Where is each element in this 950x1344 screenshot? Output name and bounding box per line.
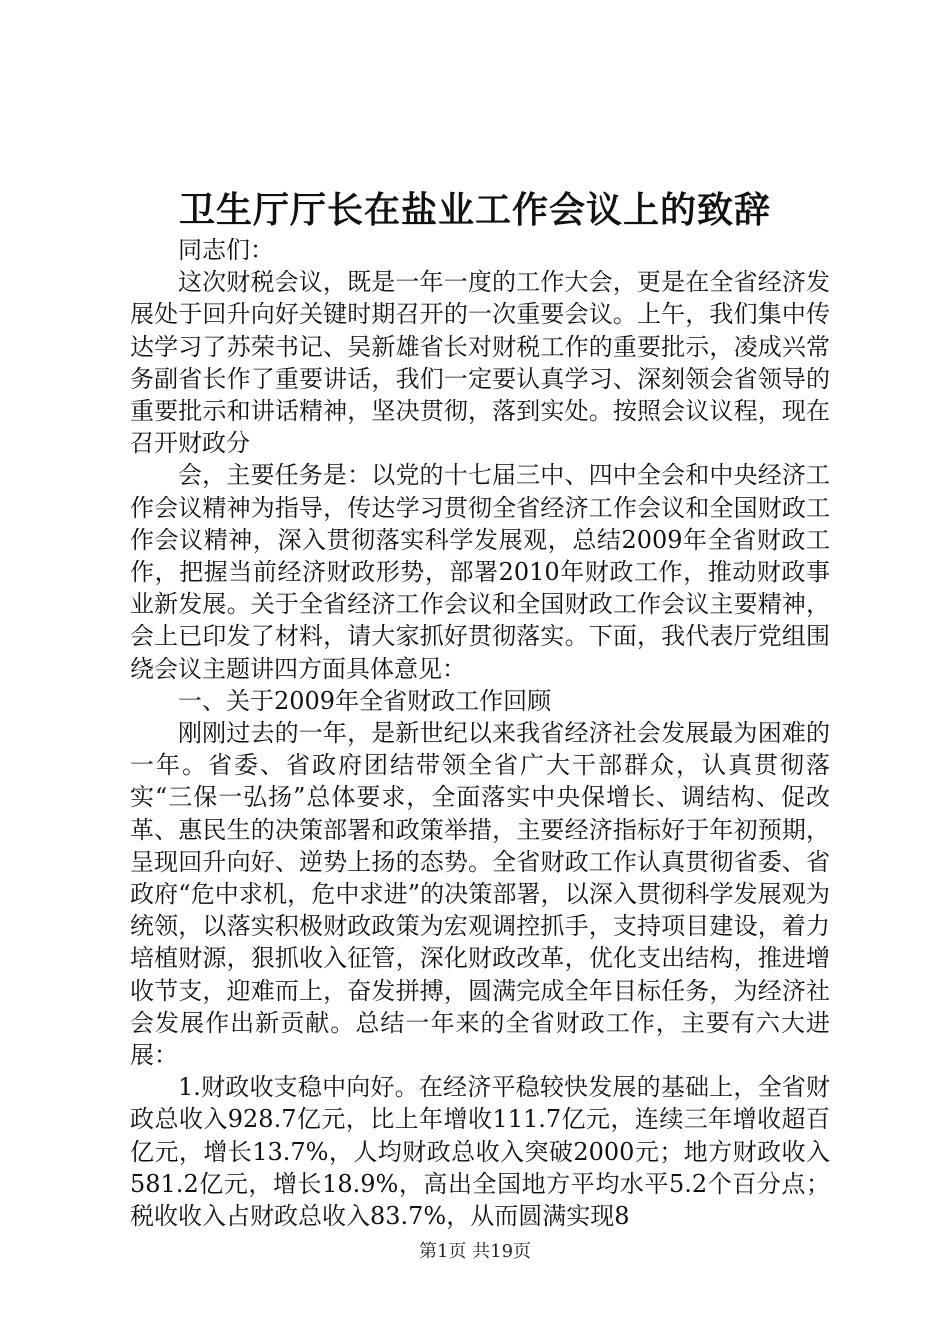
body-paragraph: 刚刚过去的一年，是新世纪以来我省经济社会发展最为困难的一年。省委、省政府团结带领全省广大干部群众，认真贯彻落实“三保一弘扬”总体要求，全面落实中央保增长、调结构、促改革、惠民生的决策部署和政策举措，主要经济指标好于年初预期，呈现回升向好、逆势上扬的态势。全省财政工作认真贯彻省委、省政府“危中求机，危中求进”的决策部署，以深入贯彻科学发展观为统领，以落实积极财政政策为宏观调控抓手，支持项目建设，着力培植财源，狠抓收入征管，深化财政改革，优化支出结构，推进增收节支，迎难而上，奋发拼搏，圆满完成全年目标任务，为经济社会发展作出新贡献。总结一年来的全省财政工作，主要有六大进展：	[130, 719, 830, 1070]
document-title: 卫生厅厅长在盐业工作会议上的致辞	[178, 189, 771, 231]
document-body	[130, 234, 830, 1232]
section-heading: 一、关于2009年全省财政工作回顾	[178, 686, 552, 715]
body-paragraph: 这次财税会议，既是一年一度的工作大会，更是在全省经济发展处于回升向好关键时期召开的一次重要会议。上午，我们集中传达学习了苏荣书记、吴新雄省长对财税工作的重要批示，凌成兴常务副省长作了重要讲话，我们一定要认真学习、深刻领会省领导的重要批示和讲话精神，坚决贯彻，落到实处。按照会议议程，现在召开财政分	[130, 268, 830, 458]
body-paragraph: 会，主要任务是：以党的十七届三中、四中全会和中央经济工作会议精神为指导，传达学习贯彻全省经济工作会议和全国财政工作会议精神，深入贯彻落实科学发展观，总结2009年全省财政工作，把握当前经济财政形势，部署2010年财政工作，推动财政事业新发展。关于全省经济工作会议和全国财政工作会议主要精神，会上已印发了材料，请大家抓好贯彻落实。下面，我代表厅党组围绕会议主题讲四方面具体意见：	[130, 461, 830, 683]
body-paragraph: 1.财政收支稳中向好。在经济平稳较快发展的基础上，全省财政总收入928.7亿元，比上年增收111.7亿元，连续三年增收超百亿元，增长13.7%，人均财政总收入突破2000元；地方财政收入581.2亿元，增长18.9%，高出全国地方平均水平5.2个百分点；税收收入占财政总收入83.7%，从而圆满实现8	[130, 1073, 830, 1231]
page-footer: 第1页 共19页	[418, 1241, 532, 1262]
salutation-paragraph: 同志们：	[178, 236, 274, 264]
